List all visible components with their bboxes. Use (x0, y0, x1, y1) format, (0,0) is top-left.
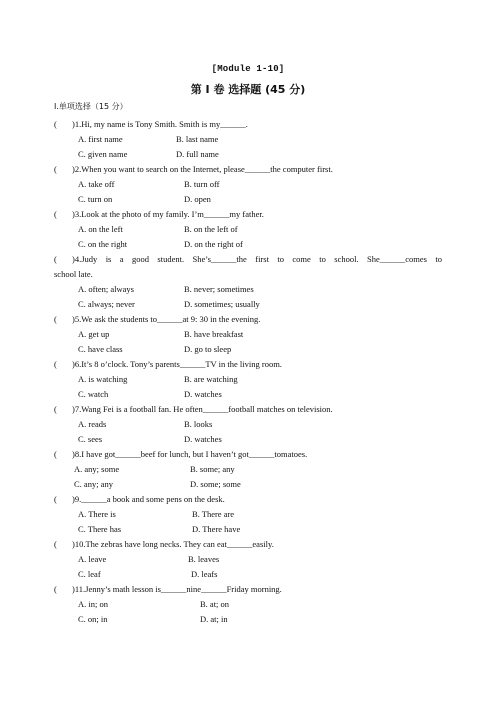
option-b[interactable]: B. There are (192, 509, 235, 519)
question-text: Jenny’s math lesson is______nine______Friday morning. (85, 584, 282, 594)
option-a[interactable]: A. on the left (78, 224, 123, 234)
options-row (54, 387, 442, 402)
options-row (54, 177, 442, 192)
question-text: Hi, my name is Tony Smith. Smith is my______. (81, 119, 248, 129)
option-b[interactable]: B. leaves (188, 554, 220, 564)
option-c[interactable]: C. always; never (78, 299, 135, 309)
option-d[interactable]: D. full name (176, 149, 219, 159)
answer-paren[interactable]: ( (54, 209, 57, 219)
question-text-continued: school late. (54, 269, 93, 279)
option-a[interactable]: A. often; always (78, 284, 134, 294)
option-b[interactable]: B. are watching (184, 374, 238, 384)
options-row (54, 192, 442, 207)
answer-paren[interactable]: ( (54, 164, 57, 174)
option-b[interactable]: B. on the left of (184, 224, 238, 234)
answer-paren[interactable]: ( (54, 254, 57, 264)
options-row (54, 237, 442, 252)
question-text: Judy is a good student. She’s______the first to come to school. She______comes to (81, 254, 442, 264)
options-row (54, 282, 442, 297)
option-a[interactable]: A. is watching (78, 374, 128, 384)
option-b[interactable]: B. looks (184, 419, 213, 429)
question-stem (54, 252, 442, 267)
option-c[interactable]: C. on the right (78, 239, 128, 249)
answer-paren[interactable]: ( (54, 539, 57, 549)
option-c[interactable]: C. There has (78, 524, 122, 534)
question-number: )11. (72, 584, 86, 594)
question-number: )2. (72, 164, 82, 174)
question-number: )3. (72, 209, 82, 219)
option-b[interactable]: B. some; any (190, 464, 235, 474)
option-d[interactable]: D. some; some (190, 479, 241, 489)
question-stem (54, 537, 442, 552)
question-2 (54, 162, 442, 207)
question-8 (54, 447, 442, 492)
question-4 (54, 252, 442, 312)
option-d[interactable]: D. on the right of (184, 239, 243, 249)
answer-paren[interactable]: ( (54, 119, 57, 129)
question-text: When you want to search on the Internet, please______the computer first. (81, 164, 333, 174)
option-d[interactable]: D. sometimes; usually (184, 299, 260, 309)
options-row (54, 597, 442, 612)
options-row (54, 342, 442, 357)
question-number: )7. (72, 404, 82, 414)
options-row (54, 522, 442, 537)
option-c[interactable]: C. watch (78, 389, 109, 399)
options-row (54, 132, 442, 147)
question-stem (54, 582, 442, 597)
option-a[interactable]: A. There is (78, 509, 116, 519)
option-a[interactable]: A. get up (78, 329, 110, 339)
question-5 (54, 312, 442, 357)
question-number: )8. (72, 449, 82, 459)
option-c[interactable]: C. given name (78, 149, 128, 159)
answer-paren[interactable]: ( (54, 314, 57, 324)
option-b[interactable]: B. at; on (200, 599, 230, 609)
question-number: )9. (72, 494, 82, 504)
option-b[interactable]: B. have breakfast (184, 329, 244, 339)
answer-paren[interactable]: ( (54, 359, 57, 369)
question-stem (54, 312, 442, 327)
option-d[interactable]: D. at; in (200, 614, 228, 624)
question-text: The zebras have long necks. They can eat______easily. (85, 539, 274, 549)
question-stem (54, 117, 442, 132)
option-a[interactable]: A. in; on (78, 599, 108, 609)
options-row (54, 477, 442, 492)
answer-paren[interactable]: ( (54, 449, 57, 459)
option-b[interactable]: B. never; sometimes (184, 284, 254, 294)
section-heading: I.单项选择（15 分） (54, 102, 128, 111)
question-stem (54, 447, 442, 462)
question-1 (54, 117, 442, 162)
question-number: )5. (72, 314, 82, 324)
question-stem (54, 492, 442, 507)
option-a[interactable]: A. any; some (74, 464, 120, 474)
question-number: )6. (72, 359, 82, 369)
question-6 (54, 357, 442, 402)
question-stem (54, 207, 442, 222)
question-11 (54, 582, 442, 627)
option-a[interactable]: A. reads (78, 419, 107, 429)
question-9 (54, 492, 442, 537)
question-text: It’s 8 o’clock. Tony’s parents______TV in the living room. (81, 359, 282, 369)
option-a[interactable]: A. first name (78, 134, 123, 144)
option-c[interactable]: C. turn on (78, 194, 113, 204)
options-row (54, 297, 442, 312)
question-stem (54, 402, 442, 417)
answer-paren[interactable]: ( (54, 404, 57, 414)
module-header: [Module 1-10] (211, 64, 285, 74)
question-text: I have got______beef for lunch, but I haven’t got______tomatoes. (81, 449, 308, 459)
options-row (54, 327, 442, 342)
question-text: ______a book and some pens on the desk. (81, 494, 225, 504)
options-row (54, 417, 442, 432)
question-text: Look at the photo of my family. I’m______my father. (81, 209, 264, 219)
question-10 (54, 537, 442, 582)
question-number: )10. (72, 539, 86, 549)
options-row (54, 462, 442, 477)
option-d[interactable]: D. watches (184, 389, 222, 399)
option-a[interactable]: A. leave (78, 554, 107, 564)
options-row (54, 612, 442, 627)
option-d[interactable]: D. open (184, 194, 211, 204)
option-c[interactable]: C. leaf (78, 569, 101, 579)
part-title: 第 I 卷 选择题 (45 分) (190, 83, 306, 96)
option-c[interactable]: C. sees (78, 434, 103, 444)
question-text: Wang Fei is a football fan. He often______football matches on television. (81, 404, 333, 414)
question-stem (54, 357, 442, 372)
options-row (54, 222, 442, 237)
option-b[interactable]: B. last name (176, 134, 219, 144)
question-list (54, 117, 442, 627)
answer-paren[interactable]: ( (54, 584, 57, 594)
options-row (54, 507, 442, 522)
option-c[interactable]: C. any; any (74, 479, 113, 489)
options-row (54, 432, 442, 447)
options-row (54, 372, 442, 387)
answer-paren[interactable]: ( (54, 494, 57, 504)
option-d[interactable]: D. leafs (191, 569, 218, 579)
option-c[interactable]: C. have class (78, 344, 123, 354)
options-row (54, 147, 442, 162)
question-text: We ask the students to______at 9: 30 in the evening. (81, 314, 261, 324)
question-3 (54, 207, 442, 252)
option-a[interactable]: A. take off (78, 179, 115, 189)
options-row (54, 567, 442, 582)
question-number: )1. (72, 119, 82, 129)
option-c[interactable]: C. on; in (78, 614, 108, 624)
option-d[interactable]: D. go to sleep (184, 344, 232, 354)
option-d[interactable]: D. There have (192, 524, 241, 534)
question-number: )4. (72, 254, 82, 264)
question-stem (54, 162, 442, 177)
question-7 (54, 402, 442, 447)
option-d[interactable]: D. watches (184, 434, 222, 444)
options-row (54, 552, 442, 567)
option-b[interactable]: B. turn off (184, 179, 220, 189)
